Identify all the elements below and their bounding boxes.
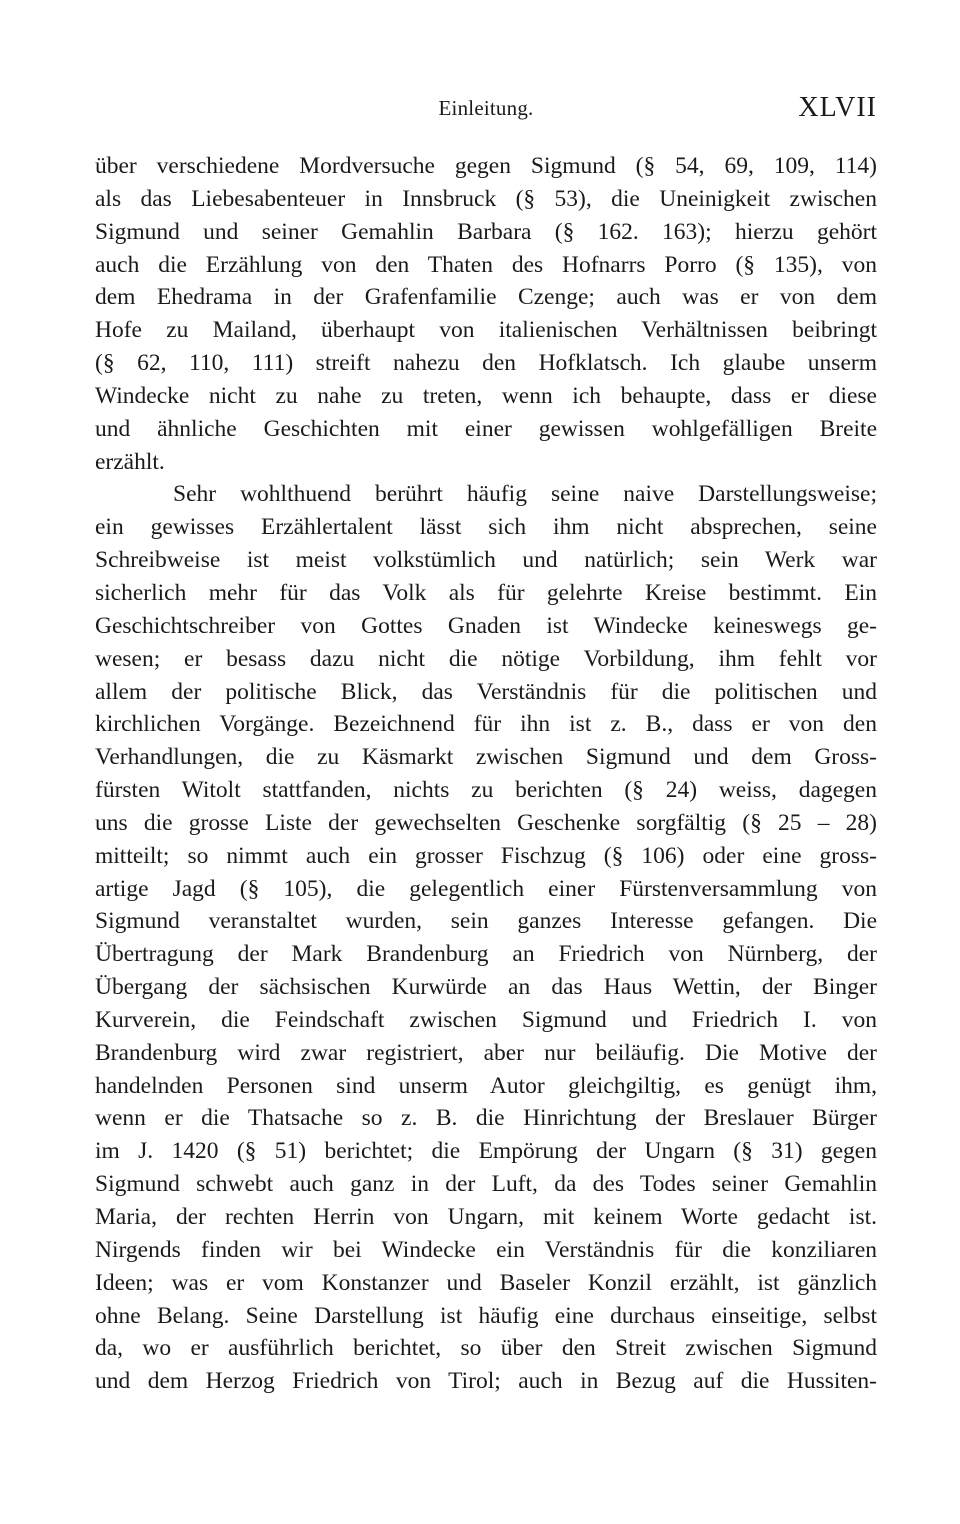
text-line: Ideen; was er vom Konstanzer und Baseler Konzil erzählt, ist gänzlich: [95, 1269, 877, 1296]
text-line: Hofe zu Mailand, überhaupt von italienischen Verhältnissen beibringt: [95, 317, 877, 344]
text-line: wesen; er besass dazu nicht die nötige Vorbildung, ihm fehlt vor: [95, 645, 877, 672]
body-text: [95, 150, 877, 1398]
text-line: uns die grosse Liste der gewechselten Geschenke sorgfältig (§ 25 – 28): [95, 809, 877, 836]
text-line: mitteilt; so nimmt auch ein grosser Fischzug (§ 106) oder eine gross-: [95, 842, 877, 869]
text-line: Brandenburg wird zwar registriert, aber nur beiläufig. Die Motive der: [95, 1039, 877, 1066]
text-line: (§ 62, 110, 111) streift nahezu den Hofklatsch. Ich glaube unserm: [95, 350, 877, 377]
text-line: Kurverein, die Feindschaft zwischen Sigmund und Friedrich I. von: [95, 1006, 877, 1033]
text-line: Sehr wohlthuend berührt häufig seine naive Darstellungsweise;: [173, 481, 877, 508]
text-line: über verschiedene Mordversuche gegen Sigmund (§ 54, 69, 109, 114): [95, 153, 877, 179]
text-line: Übertragung der Mark Brandenburg an Friedrich von Nürnberg, der: [95, 941, 877, 968]
text-line: und ähnliche Geschichten mit einer gewissen wohlgefälligen Breite: [95, 415, 877, 442]
text-line: ein gewisses Erzählertalent lässt sich ihm nicht absprechen, seine: [95, 514, 877, 541]
running-title: Einleitung.: [438, 96, 534, 120]
text-line: Geschichtschreiber von Gottes Gnaden ist Windecke keineswegs ge-: [95, 612, 877, 639]
text-line: erzählt.: [95, 448, 165, 475]
text-line: Übergang der sächsischen Kurwürde an das Haus Wettin, der Binger: [95, 974, 877, 1001]
text-line: Nirgends finden wir bei Windecke ein Verständnis für die konziliaren: [95, 1236, 877, 1263]
text-line: artige Jagd (§ 105), die gelegentlich einer Fürstenversammlung von: [95, 875, 877, 902]
text-line: Maria, der rechten Herrin von Ungarn, mit keinem Worte gedacht ist.: [95, 1204, 877, 1230]
text-line: kirchlichen Vorgänge. Bezeichnend für ihn ist z. B., dass er von den: [95, 711, 877, 738]
text-line: Schreibweise ist meist volkstümlich und natürlich; sein Werk war: [95, 547, 877, 574]
text-line: als das Liebesabenteuer in Innsbruck (§ 53), die Uneinigkeit zwischen: [95, 185, 877, 212]
text-line: Verhandlungen, die zu Käsmarkt zwischen Sigmund und dem Gross-: [95, 744, 877, 771]
text-line: fürsten Witolt stattfanden, nichts zu berichten (§ 24) weiss, dagegen: [95, 777, 877, 804]
text-line: Sigmund schwebt auch ganz in der Luft, da des Todes seiner Gemahlin: [95, 1171, 877, 1198]
text-line: und dem Herzog Friedrich von Tirol; auch in Bezug auf die Hussiten-: [95, 1368, 877, 1395]
text-line: handelnden Personen sind unserm Autor gleichgiltig, es genügt ihm,: [95, 1072, 877, 1099]
text-line: Windecke nicht zu nahe zu treten, wenn ich behaupte, dass er diese: [95, 382, 877, 409]
running-head: [95, 92, 877, 128]
text-line: sicherlich mehr für das Volk als für gelehrte Kreise bestimmt. Ein: [95, 579, 877, 606]
page-number: XLVII: [798, 92, 877, 123]
text-line: im J. 1420 (§ 51) berichtet; die Empörung der Ungarn (§ 31) gegen: [95, 1138, 877, 1165]
text-line: ohne Belang. Seine Darstellung ist häufig eine durchaus einseitige, selbst: [95, 1302, 877, 1329]
text-line: auch die Erzählung von den Thaten des Hofnarrs Porro (§ 135), von: [95, 251, 877, 278]
text-line: Sigmund veranstaltet wurden, sein ganzes Interesse gefangen. Die: [95, 908, 877, 935]
text-line: Sigmund und seiner Gemahlin Barbara (§ 162. 163); hierzu gehört: [95, 218, 877, 245]
text-line: da, wo er ausführlich berichtet, so über den Streit zwischen Sigmund: [95, 1335, 877, 1362]
text-line: allem der politische Blick, das Verständnis für die politischen und: [95, 678, 877, 705]
text-line: dem Ehedrama in der Grafenfamilie Czenge; auch was er von dem: [95, 284, 877, 311]
text-line: wenn er die Thatsache so z. B. die Hinrichtung der Breslauer Bürger: [95, 1105, 877, 1132]
